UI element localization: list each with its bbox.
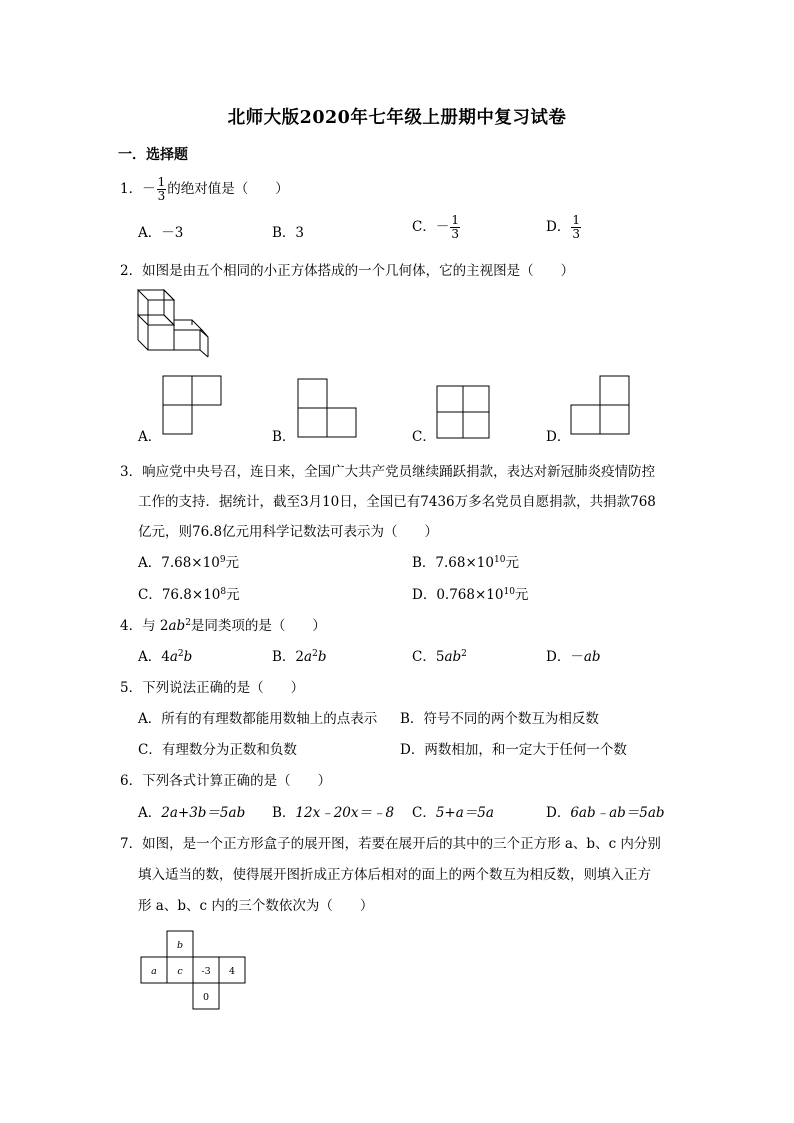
- question-1-option-a[interactable]: A．－3: [138, 225, 184, 241]
- question-number: 3．: [120, 464, 143, 480]
- section-heading: 一．选择题: [118, 147, 188, 163]
- question-1-option-d[interactable]: D． $\frac{1}{3}$: [546, 213, 580, 241]
- question-5-option-d[interactable]: D．两数相加，和一定大于任何一个数: [400, 742, 627, 758]
- net-label-neg3: -3: [201, 966, 211, 977]
- fraction: $\frac{1}{3}$: [572, 213, 580, 241]
- question-3-line-3: 亿元，则76.8亿元用科学记数法可表示为（ ）: [138, 524, 439, 540]
- option-b-view[interactable]: [297, 378, 357, 438]
- question-3-line-2: 工作的支持．据统计，截至3月10日，全国已有7436万多名党员自愿捐款，共捐款768: [138, 494, 656, 510]
- question-6-option-b[interactable]: B．12x﹣20x＝﹣8: [272, 805, 395, 821]
- question-3-line-1: 3．响应党中央号召，连日来，全国广大共产党员继续踊跃捐款，表达对新冠肺炎疫情防控: [120, 464, 656, 480]
- question-3-option-d[interactable]: D．$0.768\times 10^{10}$元: [412, 587, 529, 603]
- question-6-option-c[interactable]: C．5+a＝5a: [412, 805, 494, 821]
- page-title: 北师大版2020年七年级上册期中复习试卷: [227, 108, 567, 128]
- net-label-b: b: [176, 940, 184, 951]
- question-number: 6．: [120, 773, 143, 789]
- cube-stack-figure: [130, 287, 212, 361]
- option-d-view[interactable]: [570, 375, 630, 435]
- question-1-stem: 1．－ $\frac{1}{3}$ 的绝对值是（ ）: [120, 175, 289, 203]
- question-6-stem: 6．下列各式计算正确的是（ ）: [120, 773, 332, 789]
- option-a-view[interactable]: [162, 375, 222, 435]
- question-4-option-b[interactable]: B．$2a^2b$: [272, 649, 327, 665]
- question-number: 5．: [120, 680, 143, 696]
- question-2-option-d[interactable]: D．: [546, 429, 571, 445]
- question-1-option-c[interactable]: C．－ $\frac{1}{3}$: [412, 213, 459, 241]
- question-5-option-a[interactable]: A．所有的有理数都能用数轴上的点表示: [138, 711, 378, 727]
- question-7-line-3: 形 a、b、c 内的三个数依次为（ ）: [138, 898, 374, 914]
- question-7-line-2: 填入适当的数，使得展开图折成正方体后相对的面上的两个数互为相反数，则填入正方: [138, 867, 651, 883]
- question-4-option-d[interactable]: D．－ab: [546, 649, 601, 665]
- question-number: 2．: [120, 263, 143, 279]
- question-4-option-c[interactable]: C．$5ab^2$: [412, 649, 467, 665]
- question-1-option-b[interactable]: B．3: [272, 225, 305, 241]
- question-4-option-a[interactable]: A．$4a^2b$: [138, 649, 193, 665]
- fraction: $\frac{1}{3}$: [451, 213, 459, 241]
- question-3-option-b[interactable]: B．$7.68\times 10^{10}$元: [412, 555, 519, 571]
- question-6-option-d[interactable]: D．6ab﹣ab＝5ab: [546, 805, 665, 821]
- question-5-option-c[interactable]: C．有理数分为正数和负数: [138, 742, 297, 758]
- cube-net-figure: [140, 930, 250, 1012]
- question-6-option-a[interactable]: A．2a+3b＝5ab: [138, 805, 246, 821]
- option-c-view[interactable]: [436, 385, 490, 439]
- net-label-a: a: [151, 966, 157, 977]
- question-5-stem: 5．下列说法正确的是（ ）: [120, 680, 305, 696]
- question-5-option-b[interactable]: B．符号不同的两个数互为相反数: [400, 711, 599, 727]
- question-4-stem: 4．与 $2ab^2$是同类项的是（ ）: [120, 618, 326, 634]
- net-label-4: 4: [228, 966, 236, 977]
- net-label-0: 0: [202, 992, 210, 1003]
- net-label-c: c: [177, 966, 183, 977]
- question-2-option-c[interactable]: C．: [412, 429, 436, 445]
- question-number: 7．: [120, 836, 143, 852]
- question-2-stem: 2．如图是由五个相同的小正方体搭成的一个几何体，它的主视图是（ ）: [120, 263, 575, 279]
- fraction: $\frac{1}{3}$: [157, 175, 166, 203]
- question-3-option-a[interactable]: A．$7.68\times 10^9$元: [138, 555, 240, 571]
- question-number: 1．: [120, 181, 143, 197]
- question-3-option-c[interactable]: C．$76.8\times 10^8$元: [138, 587, 240, 603]
- question-2-option-b[interactable]: B．: [272, 429, 296, 445]
- question-7-line-1: 7．如图，是一个正方形盒子的展开图，若要在展开后的其中的三个正方形 a、b、c 内分别: [120, 836, 661, 852]
- question-2-option-a[interactable]: A．: [138, 429, 162, 445]
- question-number: 4．: [120, 618, 143, 634]
